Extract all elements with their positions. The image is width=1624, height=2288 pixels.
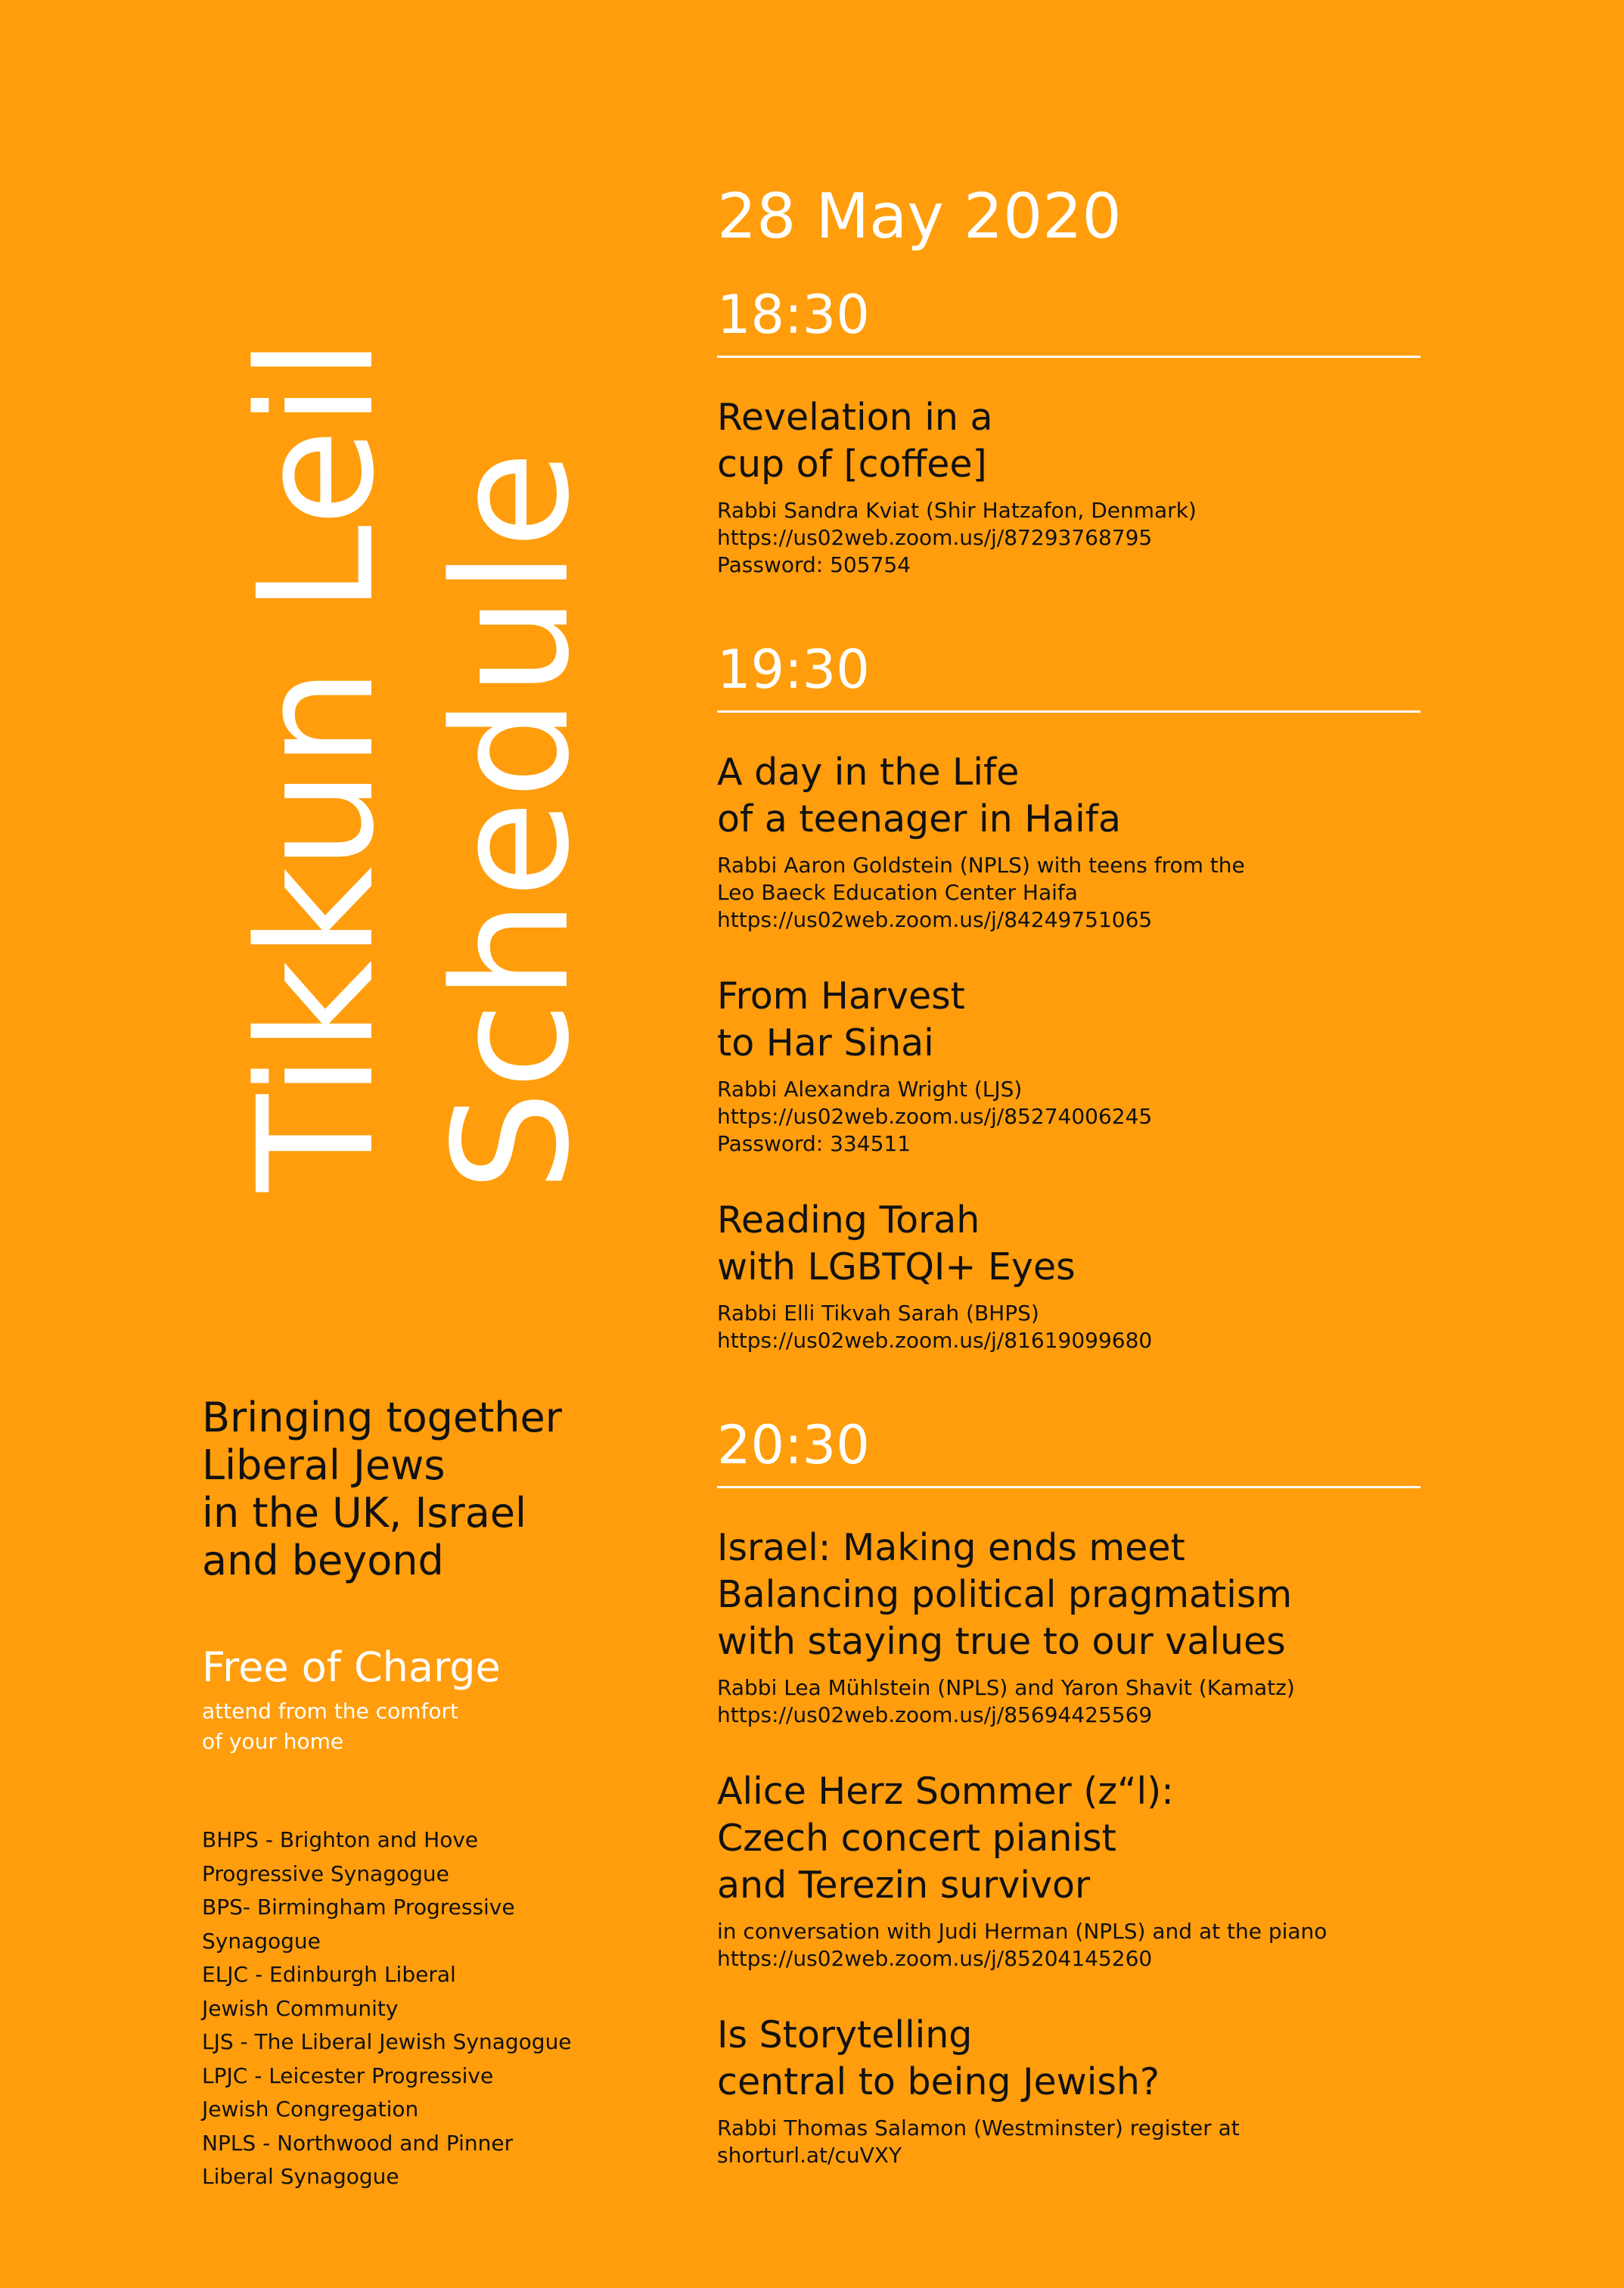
vertical-title: [219, 185, 604, 1192]
tagline-line: and beyond: [202, 1537, 444, 1584]
event-host: Rabbi Aaron Goldstein (NPLS) with teens from the: [717, 853, 1245, 878]
event-title-line: Is Storytelling: [717, 2013, 973, 2056]
event-title-line: Balancing political pragmatism: [717, 1573, 1293, 1616]
event: [717, 394, 1421, 579]
tagline-line: Liberal Jews: [202, 1441, 446, 1489]
event-host: Rabbi Thomas Salamon (Westminster) register at: [717, 2115, 1240, 2140]
left-info: [202, 1394, 656, 2194]
time-slot: [717, 284, 1421, 579]
glossary-line: Liberal Synagogue: [202, 2164, 399, 2189]
event-title-line: Israel: Making ends meet: [717, 1526, 1185, 1569]
event-title: [717, 1768, 1421, 1909]
event-details: [717, 1918, 1421, 1972]
event-link[interactable]: https://us02web.zoom.us/j/85694425569: [717, 1702, 1153, 1727]
glossary-line: ELJC - Edinburgh Liberal: [202, 1962, 456, 1987]
title-line-2: Schedule: [419, 449, 604, 1192]
free-subtitle-line: of your home: [202, 1729, 344, 1754]
event-title: [717, 394, 1421, 488]
tagline-line: in the UK, Israel: [202, 1489, 527, 1537]
event-title-line: with staying true to our values: [717, 1620, 1286, 1663]
glossary-line: Synagogue: [202, 1928, 321, 1954]
event: [717, 749, 1421, 934]
event: [717, 2012, 1421, 2169]
slot-time: 20:30: [717, 1414, 870, 1476]
event-title: [717, 973, 1421, 1067]
glossary-line: BPS- Birmingham Progressive: [202, 1895, 515, 1920]
event-date: 28 May 2020: [717, 181, 1122, 253]
glossary-line: Progressive Synagogue: [202, 1861, 449, 1886]
event-host: Leo Baeck Education Center Haifa: [717, 880, 1078, 905]
free-subtitle-line: attend from the comfort: [202, 1699, 458, 1724]
event-title-line: cup of [coffee]: [717, 443, 987, 486]
event-title: [717, 2012, 1421, 2106]
event-link[interactable]: https://us02web.zoom.us/j/87293768795: [717, 525, 1153, 550]
event: [717, 1768, 1421, 1972]
slot-divider: [717, 356, 1421, 358]
slot-time: 18:30: [717, 284, 870, 346]
event-host: Rabbi Sandra Kviat (Shir Hatzafon, Denmark): [717, 498, 1197, 523]
free-of-charge: Free of Charge: [202, 1643, 501, 1691]
glossary: [202, 1823, 656, 2194]
glossary-line: Jewish Congregation: [202, 2097, 419, 2122]
event-title-line: A day in the Life: [717, 751, 1020, 794]
event: [717, 1197, 1421, 1354]
slot-divider: [717, 1486, 1421, 1488]
event-password: Password: 334511: [717, 1131, 911, 1156]
title-line-1: Tikkun Leil: [224, 335, 409, 1192]
event-details: [717, 852, 1421, 934]
event-title: [717, 749, 1421, 843]
event-title-line: central to being Jewish?: [717, 2060, 1160, 2103]
tagline-line: Bringing together: [202, 1394, 562, 1441]
event-password: Password: 505754: [717, 552, 911, 577]
event-host: Rabbi Alexandra Wright (LJS): [717, 1077, 1023, 1102]
event-link[interactable]: https://us02web.zoom.us/j/81619099680: [717, 1328, 1153, 1353]
time-slot: [717, 1415, 1421, 2169]
event-title-line: Revelation in a: [717, 396, 993, 439]
event: [717, 973, 1421, 1158]
glossary-line: BHPS - Brighton and Hove: [202, 1827, 479, 1852]
event-details: [717, 2115, 1421, 2169]
event-title-line: From Harvest: [717, 975, 965, 1018]
free-subtitle: [202, 1696, 656, 1757]
event-link[interactable]: shorturl.at/cuVXY: [717, 2143, 902, 2168]
event-title: [717, 1197, 1421, 1291]
slot-divider: [717, 710, 1421, 713]
glossary-line: LPJC - Leicester Progressive: [202, 2063, 494, 2088]
event-title-line: with LGBTQI+ Eyes: [717, 1245, 1076, 1289]
event-title-line: of a teenager in Haifa: [717, 797, 1121, 841]
slot-time: 19:30: [717, 639, 870, 701]
event-host: in conversation with Judi Herman (NPLS) and at the piano: [717, 1919, 1327, 1944]
event-host: Rabbi Lea Mühlstein (NPLS) and Yaron Shavit (Kamatz): [717, 1675, 1295, 1700]
event-link[interactable]: https://us02web.zoom.us/j/84249751065: [717, 907, 1153, 932]
event-title: [717, 1525, 1421, 1665]
event-title-line: and Terezin survivor: [717, 1864, 1091, 1907]
event-details: [717, 497, 1421, 579]
event-title-line: Alice Herz Sommer (z“l):: [717, 1770, 1174, 1813]
schedule: [717, 176, 1421, 2209]
event-host: Rabbi Elli Tikvah Sarah (BHPS): [717, 1301, 1039, 1326]
event-link[interactable]: https://us02web.zoom.us/j/85204145260: [717, 1946, 1153, 1971]
event-details: [717, 1300, 1421, 1354]
event-link[interactable]: https://us02web.zoom.us/j/85274006245: [717, 1104, 1153, 1129]
tagline: [202, 1394, 656, 1584]
event-title-line: Reading Torah: [717, 1198, 980, 1242]
glossary-line: Jewish Community: [202, 1995, 399, 2021]
event-title-line: to Har Sinai: [717, 1021, 934, 1065]
event-details: [717, 1076, 1421, 1158]
event: [717, 1525, 1421, 1729]
glossary-line: LJS - The Liberal Jewish Synagogue: [202, 2029, 572, 2054]
event-title-line: Czech concert pianist: [717, 1817, 1116, 1860]
time-slot: [717, 639, 1421, 1354]
glossary-line: NPLS - Northwood and Pinner: [202, 2130, 514, 2156]
event-details: [717, 1674, 1421, 1729]
